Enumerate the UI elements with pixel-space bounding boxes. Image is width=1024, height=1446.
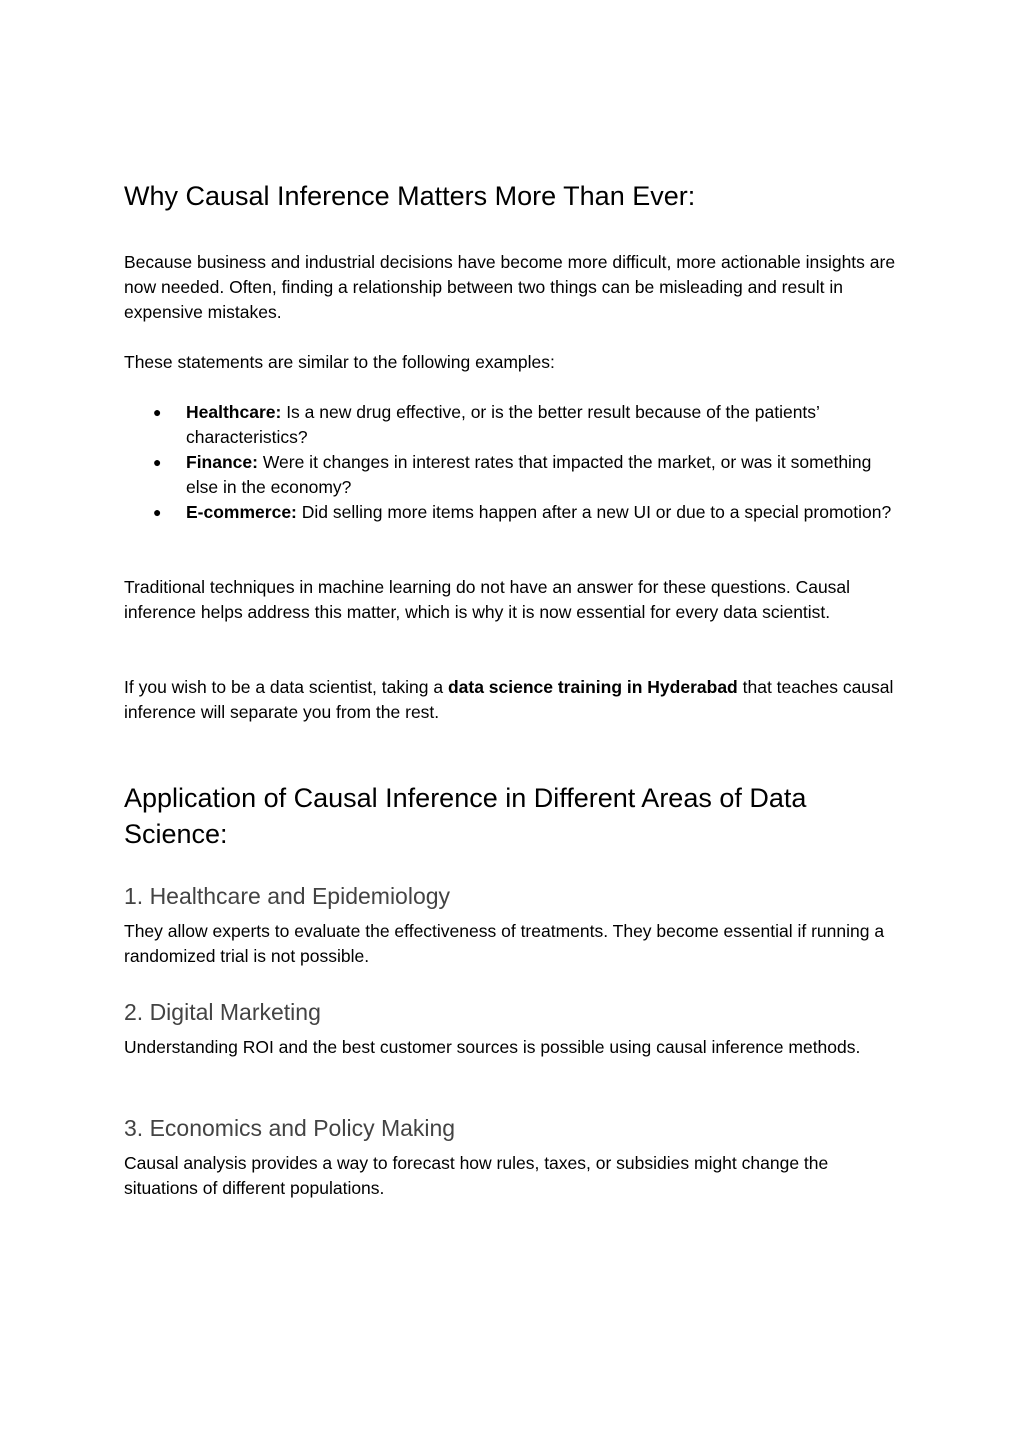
list-item-finance [124, 450, 904, 500]
training-highlight: data science training in Hyderabad [447, 677, 738, 697]
example-term: E-commerce: [186, 502, 297, 522]
economics-paragraph: Causal analysis provides a way to forecast how rules, taxes, or subsidies might change the situations of different populations. [124, 1153, 829, 1198]
examples-lead-paragraph: These statements are similar to the following examples: [124, 352, 555, 372]
list-item-ecommerce [124, 500, 904, 525]
traditional-paragraph: Traditional techniques in machine learning do not have an answer for these questions. Causal inference helps address this matter, which is why it is now essential for every data scientist. [124, 577, 851, 622]
healthcare-paragraph: They allow experts to evaluate the effectiveness of treatments. They become essential if running a randomized trial is not possible. [124, 921, 885, 966]
subheading-economics: 3. Economics and Policy Making [124, 1115, 456, 1141]
list-item-healthcare [124, 400, 904, 450]
bullet-icon: ● [153, 454, 162, 470]
training-text-before: If you wish to be a data scientist, taking a [124, 677, 448, 697]
section-heading-applications: Application of Causal Inference in Different Areas of Data Science: [124, 783, 807, 849]
training-paragraph [124, 675, 904, 725]
section-heading-why-causal: Why Causal Inference Matters More Than Ever: [124, 181, 696, 211]
intro-paragraph: Because business and industrial decisions have become more difficult, more actionable insights are now needed. Often, finding a relationship between two things can be misleading and result in expensive mistakes. [124, 252, 896, 322]
subheading-marketing: 2. Digital Marketing [124, 999, 321, 1025]
example-text: Did selling more items happen after a new UI or due to a special promotion? [296, 502, 892, 522]
example-text: Is a new drug effective, or is the better result because of the patients’ characteristics? [186, 402, 820, 447]
training-text-after: that teaches causal inference will separate you from the rest. [124, 677, 894, 722]
subheading-healthcare: 1. Healthcare and Epidemiology [124, 883, 451, 909]
bullet-icon: ● [153, 504, 162, 520]
example-term: Finance: [186, 452, 258, 472]
examples-list [124, 400, 904, 525]
bullet-icon: ● [153, 404, 162, 420]
example-term: Healthcare: [186, 402, 282, 422]
example-text: Were it changes in interest rates that impacted the market, or was it something else in the economy? [186, 452, 872, 497]
marketing-paragraph: Understanding ROI and the best customer sources is possible using causal inference methods. [124, 1037, 861, 1057]
